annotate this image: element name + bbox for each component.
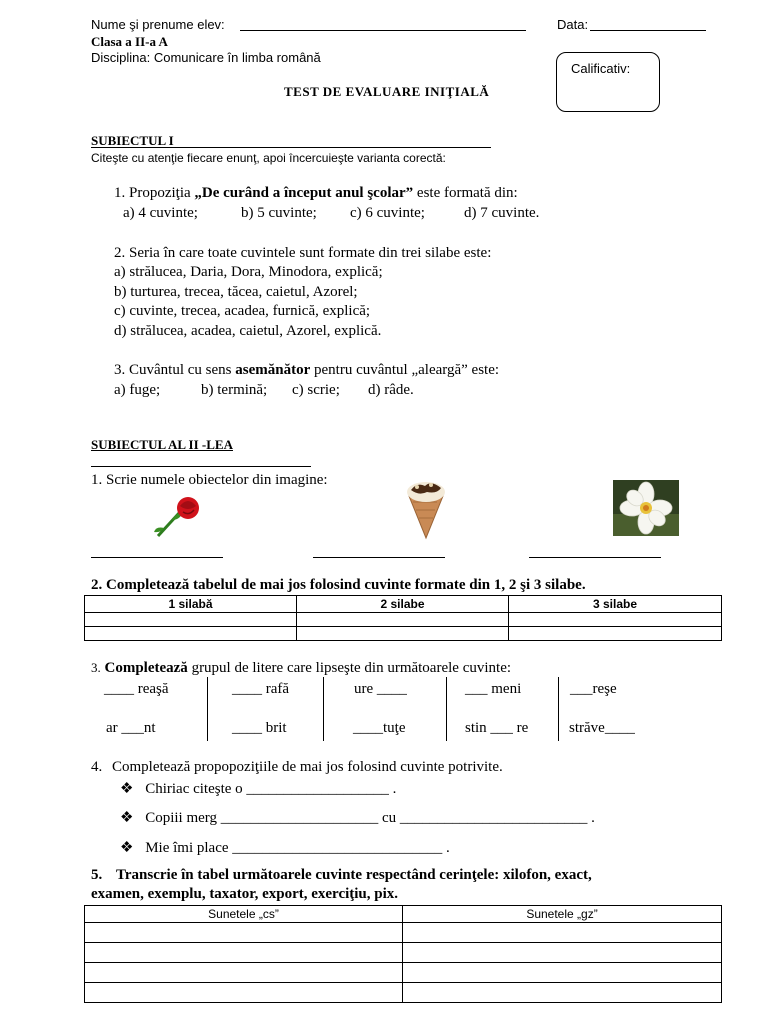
syllables-cell[interactable] bbox=[509, 627, 722, 641]
s2-question-1 bbox=[91, 472, 328, 489]
word-divider bbox=[446, 677, 447, 741]
sounds-cell[interactable] bbox=[403, 943, 722, 963]
q3-word-1: ____ reaşă bbox=[104, 681, 169, 697]
syllables-header-3: 3 silabe bbox=[509, 596, 722, 613]
q3-word-7: ____ brit bbox=[232, 720, 287, 736]
q3-word-3: ure ____ bbox=[354, 681, 407, 697]
sounds-header-gz: Sunetele „gz” bbox=[403, 906, 722, 923]
class-label: Clasa a II-a A bbox=[91, 34, 168, 49]
sounds-cell[interactable] bbox=[403, 963, 722, 983]
q3-number: 3. bbox=[114, 362, 126, 378]
answer-blank-2[interactable] bbox=[313, 557, 445, 558]
bullet-icon: ❖ bbox=[120, 781, 134, 797]
subject2-underline bbox=[91, 466, 311, 467]
q3-word-9: stin ___ re bbox=[465, 720, 529, 736]
sentence-1-text[interactable]: Chiriac citeşte o ___________________ . bbox=[145, 781, 397, 797]
sounds-cell[interactable] bbox=[403, 923, 722, 943]
narcissus-flower-image bbox=[613, 480, 679, 536]
word-divider bbox=[207, 677, 208, 741]
q3-word-5: ___reşe bbox=[570, 681, 617, 697]
s2-question-2 bbox=[91, 577, 586, 594]
sentence-3-text[interactable]: Mie îmi place ____________________________ . bbox=[145, 840, 450, 856]
subject1-title: SUBIECTUL I bbox=[91, 133, 174, 148]
grade-label: Calificativ: bbox=[571, 61, 631, 76]
s2q5-text-line2: examen, exemplu, taxator, export, exerciţiu, pix. bbox=[91, 886, 399, 902]
ice-cream-cone-image bbox=[403, 478, 449, 540]
q3-suffix: pentru cuvântul „aleargă” este: bbox=[310, 362, 500, 378]
s2q1-text: Scrie numele obiectelor din imagine: bbox=[106, 472, 328, 488]
q1-option-a[interactable]: a) 4 cuvinte; bbox=[123, 205, 198, 221]
q3-bold-word: asemănător bbox=[235, 362, 311, 378]
word-divider bbox=[558, 677, 559, 741]
q2-text: Seria în care toate cuvintele sunt formate din trei silabe este: bbox=[129, 245, 492, 261]
q3-option-c[interactable]: c) scrie; bbox=[292, 382, 340, 398]
syllables-cell[interactable] bbox=[297, 613, 509, 627]
name-blank[interactable] bbox=[240, 30, 526, 31]
syllables-header-1: 1 silabă bbox=[85, 596, 297, 613]
s2q3-number: 3. bbox=[91, 660, 101, 675]
date-label: Data: bbox=[557, 17, 589, 32]
syllables-cell[interactable] bbox=[85, 627, 297, 641]
q3-option-a[interactable]: a) fuge; bbox=[114, 382, 161, 398]
syllables-header-2: 2 silabe bbox=[297, 596, 509, 613]
sounds-cell[interactable] bbox=[403, 983, 722, 1003]
discipline-label: Disciplina: Comunicare în limba română bbox=[91, 50, 321, 65]
q1-number: 1. bbox=[114, 185, 126, 201]
s2q3-text: grupul de litere care lipseşte din următoarele cuvinte: bbox=[187, 660, 512, 676]
name-label: Nume şi prenume elev: bbox=[91, 17, 225, 32]
sentence-3 bbox=[120, 838, 450, 857]
s2q3-text-bold: Completează bbox=[104, 660, 188, 676]
sentence-2 bbox=[120, 808, 595, 827]
sounds-cell[interactable] bbox=[85, 943, 403, 963]
q2-option-b[interactable]: b) turturea, trecea, tăcea, caietul, Azorel; bbox=[114, 284, 358, 300]
sounds-cell[interactable] bbox=[85, 923, 403, 943]
bullet-icon: ❖ bbox=[120, 810, 134, 826]
subject2-title: SUBIECTUL AL II -LEA bbox=[91, 437, 233, 452]
sentence-2-text[interactable]: Copiii merg _____________________ cu _________________________ . bbox=[145, 810, 595, 826]
q3-word-4: ___ meni bbox=[465, 681, 522, 697]
q1-option-d[interactable]: d) 7 cuvinte. bbox=[464, 205, 540, 221]
q3-prefix: Cuvântul cu sens bbox=[129, 362, 236, 378]
q2-option-a[interactable]: a) strălucea, Daria, Dora, Minodora, explică; bbox=[114, 264, 383, 280]
sounds-cell[interactable] bbox=[85, 963, 403, 983]
syllables-cell[interactable] bbox=[85, 613, 297, 627]
q3-word-2: ____ rafă bbox=[232, 681, 290, 697]
q3-option-d[interactable]: d) râde. bbox=[368, 382, 414, 398]
q1-suffix: este formată din: bbox=[413, 185, 518, 201]
q3-word-8: ____tuţe bbox=[353, 720, 406, 736]
s2-question-5 bbox=[91, 867, 592, 884]
word-divider bbox=[323, 677, 324, 741]
s2q5-number: 5. bbox=[91, 867, 103, 883]
q1-option-b[interactable]: b) 5 cuvinte; bbox=[241, 205, 317, 221]
q1-prefix: Propoziţia bbox=[129, 185, 195, 201]
sounds-table bbox=[84, 905, 722, 1003]
subject1-instruction: Citeşte cu atenţie fiecare enunţ, apoi încercuieşte varianta corectă: bbox=[91, 151, 446, 165]
s2q2-number: 2. bbox=[91, 577, 103, 593]
sounds-cell[interactable] bbox=[85, 983, 403, 1003]
subject1-underline bbox=[91, 147, 491, 148]
s2q4-text: Completează propopoziţiile de mai jos folosind cuvinte potrivite. bbox=[112, 759, 503, 775]
q1-option-c[interactable]: c) 6 cuvinte; bbox=[350, 205, 425, 221]
s2q2-text: Completează tabelul de mai jos folosind cuvinte formate din 1, 2 şi 3 silabe. bbox=[106, 577, 586, 593]
q3-word-10: străve____ bbox=[569, 720, 635, 736]
question-2 bbox=[114, 245, 491, 262]
q3-option-b[interactable]: b) termină; bbox=[201, 382, 268, 398]
question-3 bbox=[114, 362, 499, 379]
bullet-icon: ❖ bbox=[120, 840, 134, 856]
syllables-table bbox=[84, 595, 722, 641]
q3-word-6: ar ___nt bbox=[106, 720, 156, 736]
q1-quote: „De curând a început anul şcolar” bbox=[194, 185, 414, 201]
s2q1-number: 1. bbox=[91, 472, 103, 488]
s2-question-3 bbox=[91, 660, 511, 677]
question-1 bbox=[114, 185, 518, 202]
answer-blank-1[interactable] bbox=[91, 557, 223, 558]
q2-option-c[interactable]: c) cuvinte, trecea, acadea, furnică, explică; bbox=[114, 303, 371, 319]
sounds-header-cs: Sunetele „cs” bbox=[85, 906, 403, 923]
s2q4-number: 4. bbox=[91, 759, 103, 775]
answer-blank-3[interactable] bbox=[529, 557, 661, 558]
q2-number: 2. bbox=[114, 245, 126, 261]
syllables-cell[interactable] bbox=[297, 627, 509, 641]
s2q5-text-line1: Transcrie în tabel următoarele cuvinte respectând cerinţele: xilofon, exact, bbox=[116, 867, 592, 883]
test-title: TEST DE EVALUARE INIŢIALĂ bbox=[284, 84, 490, 99]
syllables-cell[interactable] bbox=[509, 613, 722, 627]
sentence-1 bbox=[120, 779, 396, 798]
q2-option-d[interactable]: d) strălucea, acadea, caietul, Azorel, explică. bbox=[114, 323, 382, 339]
rose-image bbox=[150, 494, 208, 540]
date-blank[interactable] bbox=[590, 30, 706, 31]
s2-question-4 bbox=[91, 759, 503, 776]
